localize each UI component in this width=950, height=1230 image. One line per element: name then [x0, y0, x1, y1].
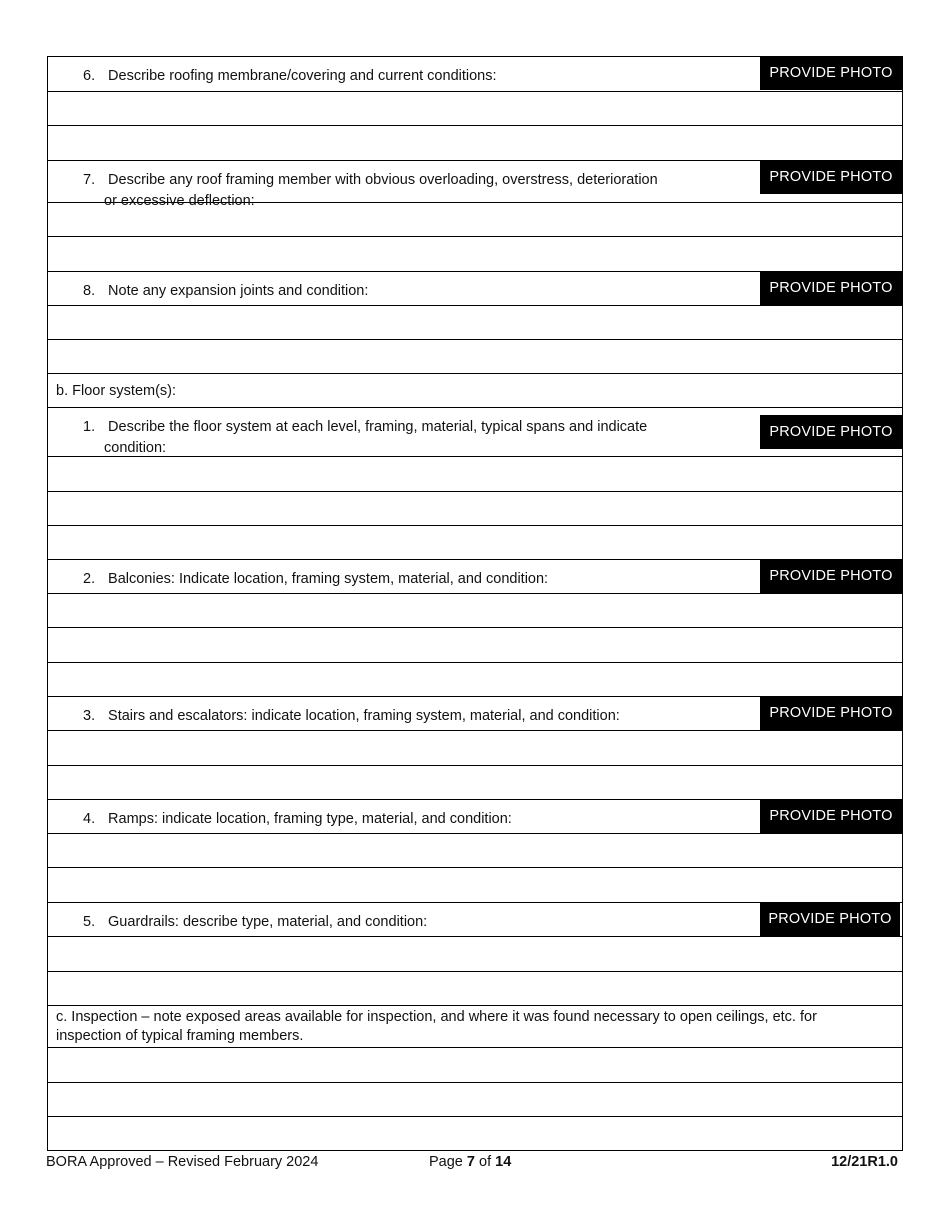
- provide-photo-button[interactable]: PROVIDE PHOTO: [760, 415, 902, 449]
- question-row: [48, 903, 903, 937]
- answer-line[interactable]: [48, 306, 903, 340]
- question-8: 8. Note any expansion joints and condition:: [83, 283, 369, 299]
- section-heading-row: [48, 374, 903, 408]
- answer-line[interactable]: [48, 731, 903, 766]
- answer-line[interactable]: [48, 972, 903, 1006]
- question-row: [48, 272, 903, 306]
- answer-line[interactable]: [48, 92, 903, 126]
- question-row: [48, 560, 903, 594]
- floor-question-1: 1. Describe the floor system at each level, framing, material, typical spans and indicate condition:: [83, 419, 648, 456]
- floor-system-heading: b. Floor system(s):: [56, 383, 177, 399]
- provide-photo-button[interactable]: PROVIDE PHOTO: [760, 56, 902, 90]
- inspection-heading: c. Inspection – note exposed areas available for inspection, and where it was found necessary to open ceilings, etc. for inspection of typical framing members.: [56, 1009, 817, 1044]
- question-row: [48, 800, 903, 834]
- floor-question-3: 3. Stairs and escalators: indicate location, framing system, material, and condition:: [83, 708, 620, 724]
- answer-line[interactable]: [48, 1048, 903, 1083]
- question-7: 7. Describe any roof framing member with obvious overloading, overstress, deterioration or excessive deflection:: [83, 172, 658, 209]
- floor-question-2: 2. Balconies: Indicate location, framing system, material, and condition:: [83, 571, 549, 587]
- section-heading-row: [48, 1006, 903, 1048]
- inspection-form-table: [47, 56, 903, 1151]
- question-row: [48, 57, 903, 92]
- answer-line[interactable]: [48, 203, 903, 237]
- provide-photo-button[interactable]: PROVIDE PHOTO: [760, 696, 902, 730]
- answer-line[interactable]: [48, 492, 903, 526]
- answer-line[interactable]: [48, 868, 903, 903]
- question-6: 6. Describe roofing membrane/covering and current conditions:: [83, 68, 497, 84]
- answer-line[interactable]: [48, 340, 903, 374]
- footer-approval: BORA Approved – Revised February 2024: [46, 1154, 319, 1170]
- question-row: [48, 408, 903, 457]
- answer-line[interactable]: [48, 834, 903, 868]
- floor-question-5: 5. Guardrails: describe type, material, and condition:: [83, 914, 428, 930]
- question-row: [48, 697, 903, 731]
- provide-photo-button[interactable]: PROVIDE PHOTO: [760, 559, 902, 593]
- provide-photo-button[interactable]: PROVIDE PHOTO: [760, 271, 902, 305]
- answer-line[interactable]: [48, 1117, 903, 1151]
- answer-line[interactable]: [48, 594, 903, 628]
- footer-page-number: Page 7 of 14: [429, 1154, 512, 1170]
- answer-line[interactable]: [48, 628, 903, 663]
- question-row: [48, 161, 903, 209]
- floor-question-4: 4. Ramps: indicate location, framing type, material, and condition:: [83, 811, 512, 827]
- provide-photo-button[interactable]: PROVIDE PHOTO: [760, 799, 902, 833]
- provide-photo-button[interactable]: PROVIDE PHOTO: [760, 160, 902, 194]
- provide-photo-button[interactable]: PROVIDE PHOTO: [760, 902, 900, 936]
- footer-form-code: 12/21R1.0: [831, 1154, 898, 1170]
- answer-line[interactable]: [48, 237, 903, 272]
- answer-line[interactable]: [48, 937, 903, 972]
- answer-line[interactable]: [48, 1083, 903, 1117]
- answer-line[interactable]: [48, 457, 903, 492]
- answer-line[interactable]: [48, 766, 903, 800]
- answer-line[interactable]: [48, 526, 903, 560]
- answer-line[interactable]: [48, 126, 903, 161]
- answer-line[interactable]: [48, 663, 903, 697]
